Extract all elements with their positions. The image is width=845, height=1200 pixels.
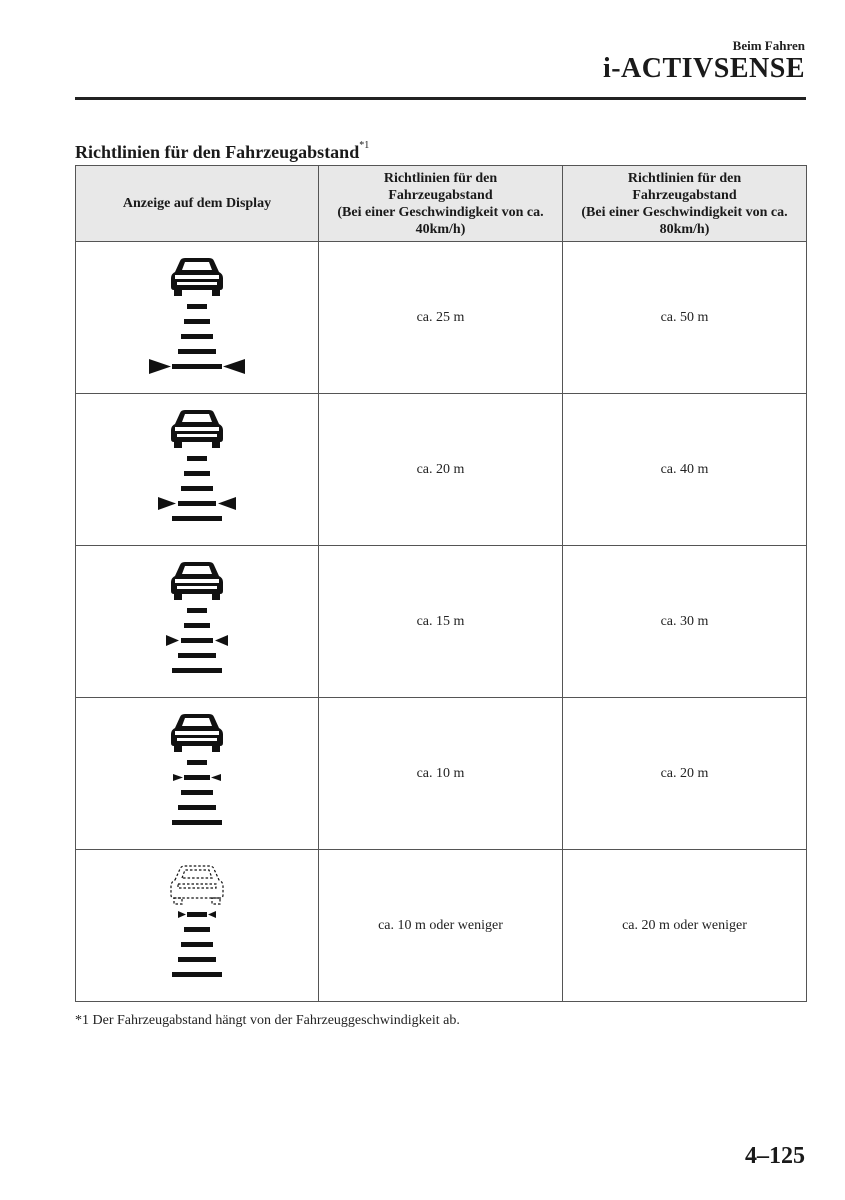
table-title xyxy=(75,142,369,163)
display-cell xyxy=(76,850,319,1002)
display-cell xyxy=(76,394,319,546)
table-row xyxy=(76,394,807,546)
header-80kmh xyxy=(563,166,807,242)
distance-80kmh: ca. 30 m xyxy=(563,546,807,698)
distance-80kmh: ca. 50 m xyxy=(563,242,807,394)
header-line: Fahrzeugabstand xyxy=(632,187,737,203)
table-row xyxy=(76,546,807,698)
display-cell xyxy=(76,698,319,850)
footnote-ref: *1 xyxy=(359,140,370,151)
distance-40kmh: ca. 10 m xyxy=(319,698,563,850)
distance-80kmh: ca. 40 m xyxy=(563,394,807,546)
distance-80kmh: ca. 20 m xyxy=(563,698,807,850)
distance-guideline-table xyxy=(75,165,807,1002)
header-line: 40km/h) xyxy=(415,221,466,237)
display-cell xyxy=(76,546,319,698)
header-line: Fahrzeugabstand xyxy=(388,187,493,203)
header-display-line: Anzeige auf dem Display xyxy=(122,196,272,211)
header-line: Richtlinien für den xyxy=(627,170,742,186)
table-row xyxy=(76,850,807,1002)
page-number: 4–125 xyxy=(745,1143,805,1169)
section-title: i-ACTIVSENSE xyxy=(602,53,805,84)
table-row xyxy=(76,242,807,394)
footnote: *1 Der Fahrzeugabstand hängt von der Fahrzeuggeschwindigkeit ab. xyxy=(75,1013,460,1028)
section-subtitle: Beim Fahren xyxy=(732,38,805,53)
table-header-row xyxy=(76,166,807,242)
header-40kmh xyxy=(319,166,563,242)
display-cell xyxy=(76,242,319,394)
header-display xyxy=(76,166,319,242)
distance-display-level-1-icon xyxy=(142,709,252,839)
header-line: Richtlinien für den xyxy=(383,170,498,186)
header-line: (Bei einer Geschwindigkeit von ca. xyxy=(337,204,544,220)
table-row xyxy=(76,698,807,850)
distance-display-level-2-icon xyxy=(142,557,252,687)
distance-display-level-4-icon xyxy=(142,253,252,383)
distance-40kmh: ca. 25 m xyxy=(319,242,563,394)
distance-40kmh: ca. 20 m xyxy=(319,394,563,546)
distance-80kmh: ca. 20 m oder weniger xyxy=(563,850,807,1002)
distance-display-no-vehicle-icon xyxy=(142,861,252,991)
header-line: (Bei einer Geschwindigkeit von ca. xyxy=(581,204,788,220)
distance-display-level-3-icon xyxy=(142,405,252,535)
header-divider xyxy=(75,97,806,100)
header-line: 80km/h) xyxy=(659,221,710,237)
distance-40kmh: ca. 10 m oder weniger xyxy=(319,850,563,1002)
table-title-text: Richtlinien für den Fahrzeugabstand xyxy=(75,142,360,162)
distance-40kmh: ca. 15 m xyxy=(319,546,563,698)
